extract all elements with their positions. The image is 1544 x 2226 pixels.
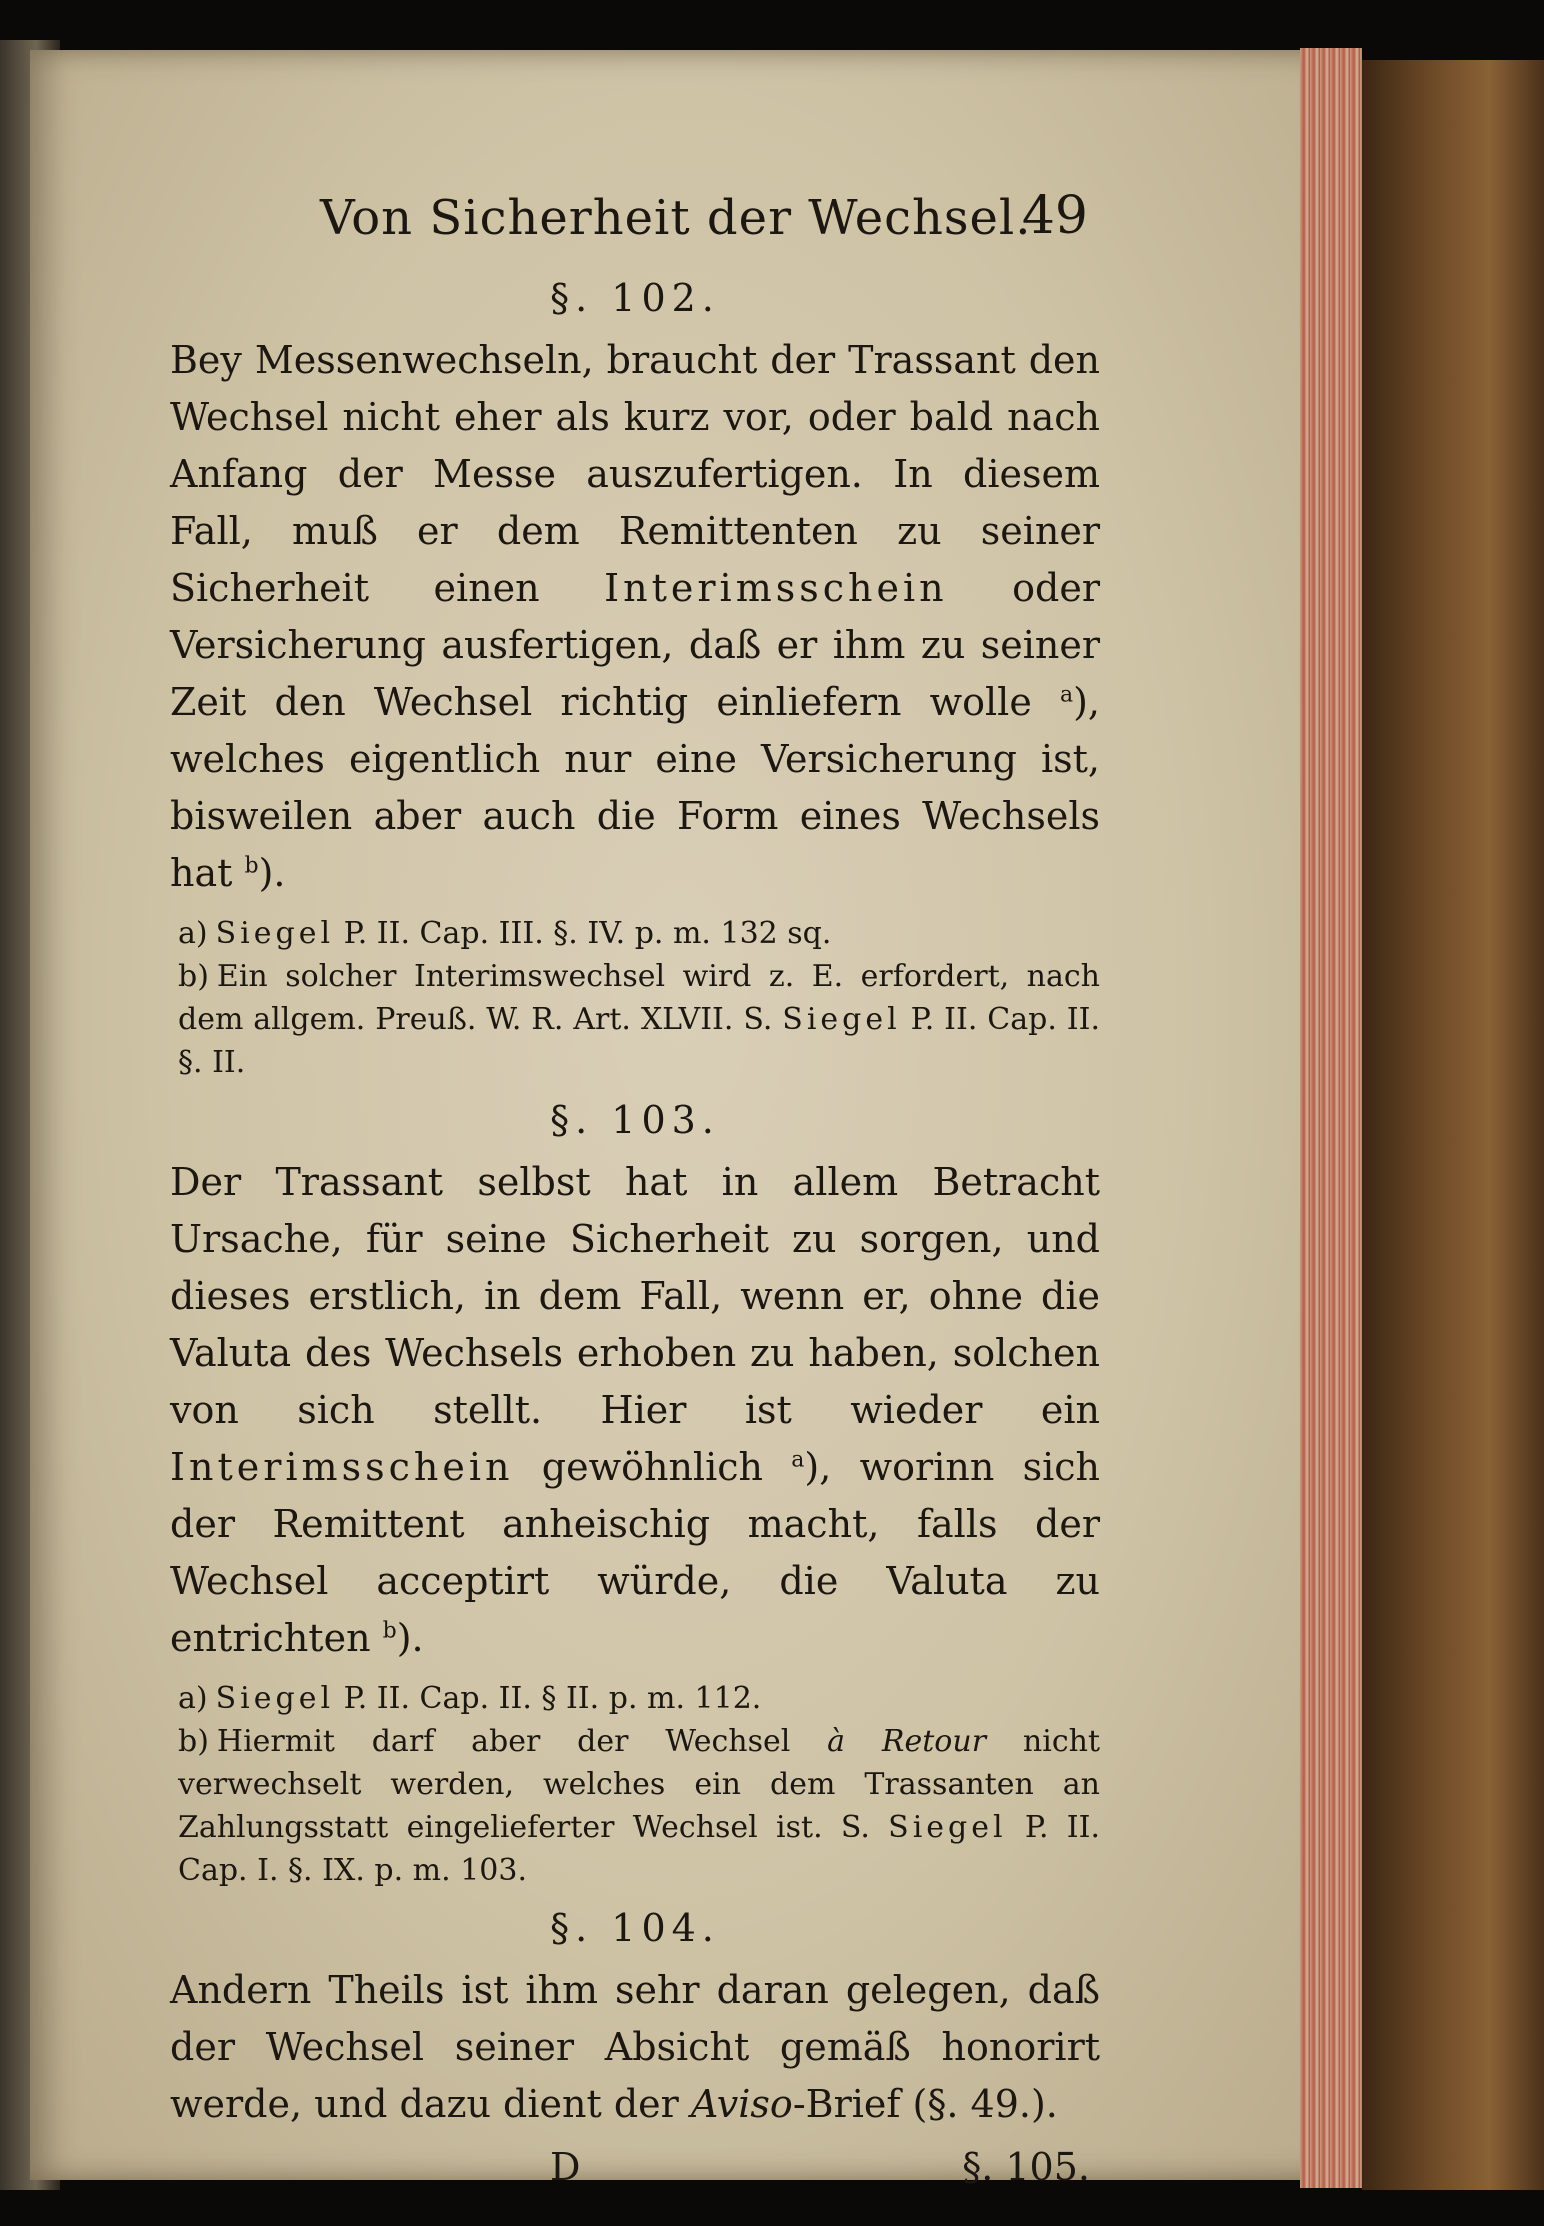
footnote-b (178, 1720, 1100, 1892)
emphasis-term: Interimsschein (170, 1445, 514, 1489)
catchword: §. 105. (962, 2145, 1090, 2189)
page-header (170, 180, 1100, 270)
page-text (170, 180, 1100, 2215)
page-edges (1300, 48, 1362, 2188)
text-run: ), welches eigentlich nur eine Versicherung ist, bisweilen aber auch die Form eines Wechsels hat (170, 680, 1100, 895)
footnotes-102 (170, 912, 1100, 1084)
book-cover (1362, 60, 1544, 2190)
page-number: 49 (1021, 186, 1088, 246)
italic-term: Aviso (690, 2082, 793, 2126)
footnote-ref: P. II. Cap. II. §. II. (178, 1002, 1100, 1080)
text-run: -Brief (§. 49.). (792, 2082, 1058, 2126)
emphasis-term: Interimsschein (604, 566, 948, 610)
text-run: Andern Theils ist ihm sehr daran gelegen, daß der Wechsel seiner Absicht gemäß honorirt werde, und dazu dient der (170, 1968, 1100, 2126)
footnote-marker: a (1059, 682, 1074, 708)
footnote-label: b) (178, 1724, 209, 1759)
text-run: ), worinn sich der Remittent anheischig macht, falls der Wechsel acceptirt würde, die Valuta zu entrichten (170, 1445, 1100, 1660)
signature-mark: D (550, 2145, 581, 2189)
text-run: Der Trassant selbst hat in allem Betracht Ursache, für seine Sicherheit zu sorgen, und dieses erstlich, in dem Fall, wenn er, ohne die Valuta des Wechsels erhoben zu haben, solchen von sich stellt. Hier ist wieder ein (170, 1160, 1100, 1432)
page-footer (170, 2145, 1100, 2215)
paragraph-104 (170, 1962, 1100, 2133)
section-heading-103: §. 103. (550, 1098, 720, 1142)
text-run: oder Versicherung ausfertigen, daß er ihm zu seiner Zeit den Wechsel richtig einliefern wolle (170, 566, 1101, 724)
author-name: Siegel (215, 1681, 335, 1716)
footnotes-103 (170, 1677, 1100, 1892)
author-name: Siegel (888, 1810, 1007, 1845)
text-run: Bey Messenwechseln, braucht der Trassant den Wechsel nicht eher als kurz vor, oder bald nach Anfang der Messe auszufertigen. In diesem Fall, muß er dem Remittenten zu seiner Sicherheit einen (170, 338, 1100, 610)
footnote-ref: P. II. Cap. III. §. IV. p. m. 132 sq. (334, 916, 832, 951)
footnote-b (178, 955, 1100, 1084)
section-heading-104: §. 104. (550, 1906, 720, 1950)
text-run: ). (396, 1616, 424, 1660)
italic-term: à Retour (827, 1724, 987, 1759)
author-name: Siegel (782, 1002, 901, 1037)
footnote-a (178, 1677, 1100, 1720)
footnote-a (178, 912, 1100, 955)
running-title: Von Sicherheit der Wechsel. (320, 190, 1032, 246)
text-run: gewöhnlich (513, 1445, 792, 1489)
footnote-marker: b (382, 1618, 397, 1644)
paragraph-103 (170, 1154, 1100, 1667)
footnote-label: b) (178, 959, 209, 994)
author-name: Siegel (215, 916, 335, 951)
footnote-label: a) (178, 916, 208, 951)
footnote-text: Ein solcher Interimswechsel wird z. E. erfordert, nach dem allgem. Preuß. W. R. Art. XLVII. S. (178, 959, 1100, 1037)
paragraph-102 (170, 332, 1100, 902)
footnote-label: a) (178, 1681, 208, 1716)
footnote-marker: b (244, 853, 259, 879)
section-heading-102: §. 102. (550, 276, 720, 320)
footnote-text: nicht verwechselt werden, welches ein dem Trassanten an Zahlungsstatt eingelieferter Wechsel ist. S. (178, 1724, 1100, 1845)
text-run: ). (258, 851, 286, 895)
footnote-ref: P. II. Cap. I. §. IX. p. m. 103. (178, 1810, 1100, 1888)
footnote-ref: P. II. Cap. II. § II. p. m. 112. (334, 1681, 762, 1716)
footnote-text: Hiermit darf aber der Wechsel (216, 1724, 828, 1759)
footnote-marker: a (791, 1447, 805, 1473)
